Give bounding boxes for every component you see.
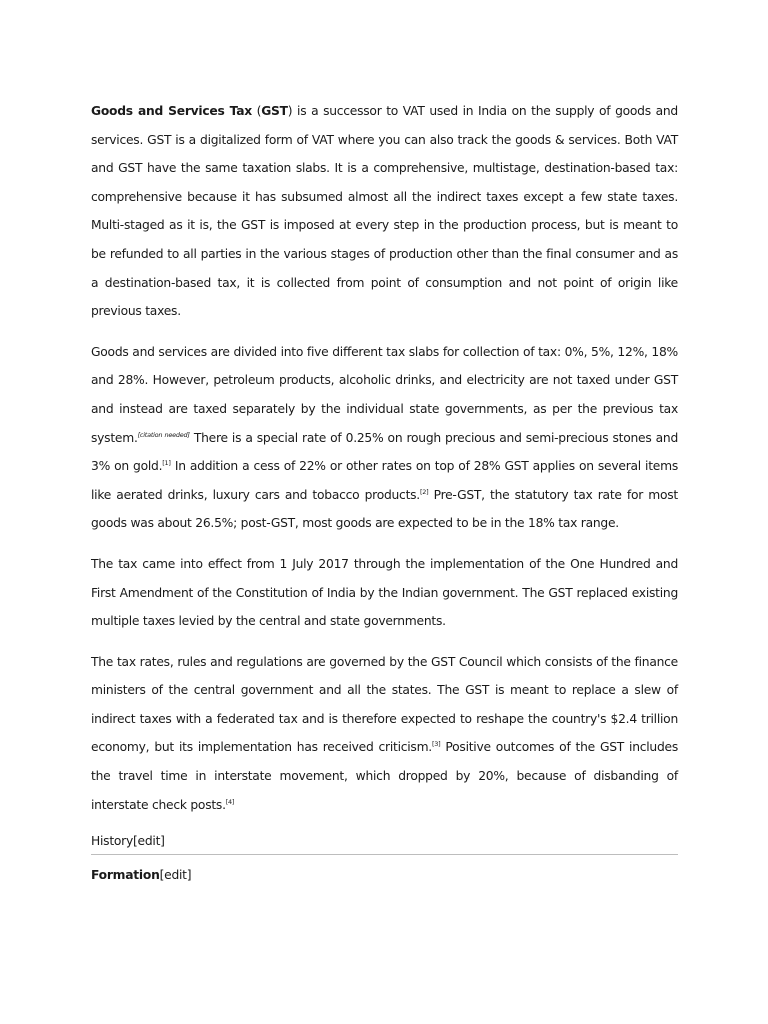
text: In addition a cess of 22% or other rates on top of 28% GST applies on several items like aerated drinks, luxury cars and tobacco products. <box>91 459 678 502</box>
history-edit-link[interactable]: [edit] <box>133 834 165 849</box>
text: ) is a successor to VAT used in India on the supply of goods and services. GST is a digitalized form of VAT where you can also track the goods & services. Both VAT and GST have the same taxation slabs. It is a comprehensive, multistage, destination-based tax: comprehensive because it has subsumed almost all the indirect taxes except a few state taxes. Multi-staged as it is, the GST is imposed at every step in the production process, but is meant to be refunded to all parties in the various stages of production other than the final consumer and as a destination-based tax, it is collected from point of consumption and not point of origin like previous taxes. <box>91 104 678 319</box>
formation-title: Formation <box>91 868 160 883</box>
citation-needed[interactable]: [citation needed] <box>137 430 190 439</box>
document-page <box>91 97 678 885</box>
term-gst-full: Goods and Services Tax <box>91 104 252 118</box>
text: Positive outcomes of the GST includes the travel time in interstate movement, which dropped by 20%, because of disbanding of interstate check posts. <box>91 740 678 812</box>
section-heading-formation <box>91 865 678 885</box>
paragraph-council <box>91 648 678 820</box>
formation-edit-link[interactable]: [edit] <box>159 868 192 883</box>
term-gst: GST <box>261 104 288 118</box>
paragraph-tax-slabs <box>91 338 678 538</box>
citation-3[interactable]: [3] <box>431 740 441 749</box>
citation-4[interactable]: [4] <box>225 797 235 806</box>
text: There is a special rate of 0.25% on rough precious and semi-precious stones and 3% on gold. <box>91 430 678 474</box>
section-heading-history <box>91 831 678 855</box>
text: The tax came into effect from 1 July 2017 through the implementation of the One Hundred and First Amendment of the Constitution of India by the Indian government. The GST replaced existing multiple taxes levied by the central and state governments. <box>91 556 678 629</box>
text: The tax rates, rules and regulations are governed by the GST Council which consists of the finance ministers of the central government and all the states. The GST is meant to replace a slew of indirect taxes with a federated tax and is therefore expected to reshape the country's $2.4 trillion economy, but its implementation has received criticism. <box>91 654 678 755</box>
citation-1[interactable]: [1] <box>162 459 171 468</box>
paragraph-effect <box>91 550 678 636</box>
text: Goods and services are divided into five different tax slabs for collection of tax: 0%, 5%, 12%, 18% and 28%. However, petroleum products, alcoholic drinks, and electricity are not taxed under GST and instead are taxed separately by the individual state governments, as per the previous tax system. <box>91 344 678 445</box>
text: Pre-GST, the statutory tax rate for most goods was about 26.5%; post-GST, most goods are expected to be in the 18% tax range. <box>91 487 679 531</box>
text: ( <box>251 104 262 118</box>
history-title: History <box>91 834 133 849</box>
paragraph-intro <box>91 97 678 326</box>
citation-2[interactable]: [2] <box>419 487 429 496</box>
